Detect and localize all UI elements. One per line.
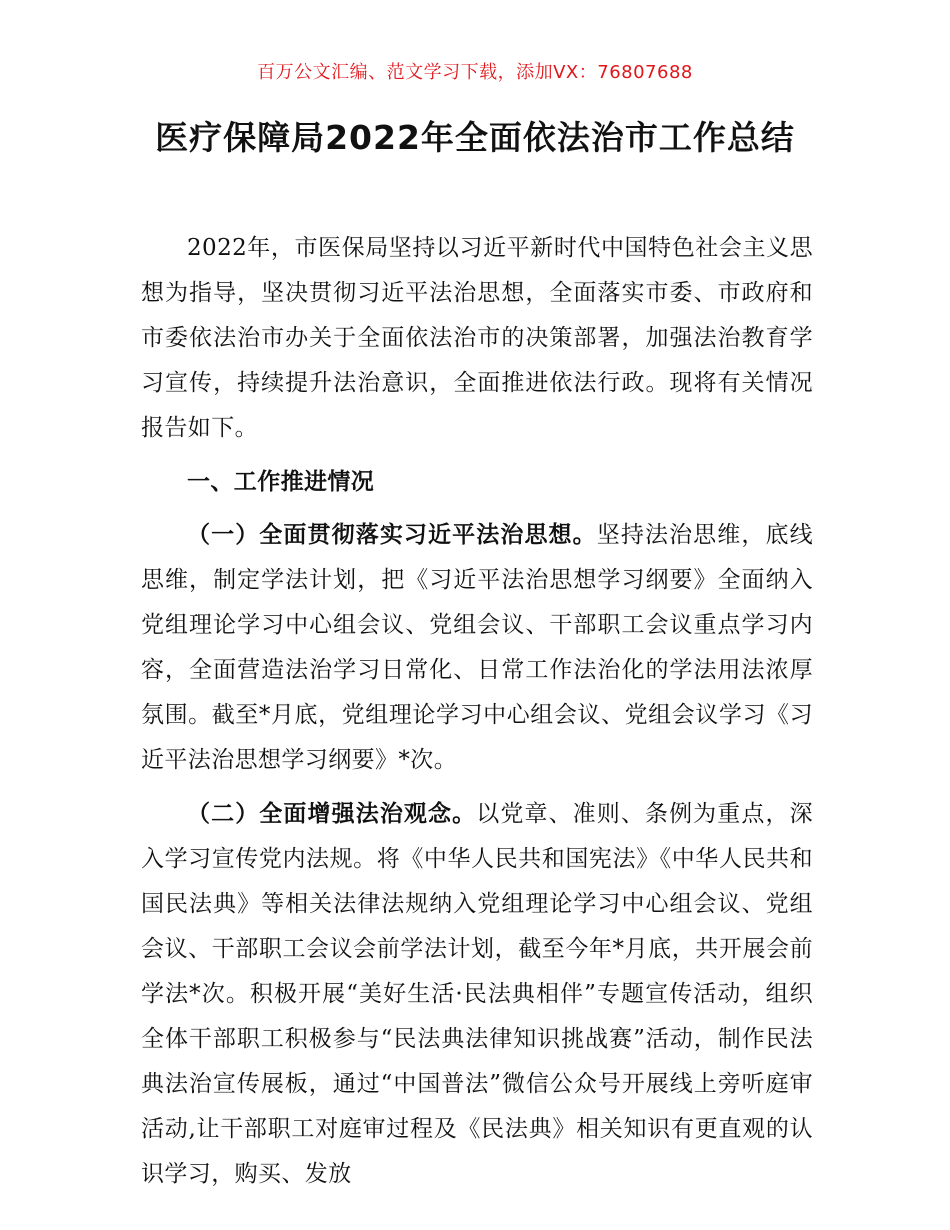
item1-paragraph [141,512,813,783]
document-title: 医疗保障局2022年全面依法治市工作总结 [155,118,795,157]
section-heading: 一、工作推进情况 [187,468,375,495]
item2-paragraph [141,791,813,1197]
item1-lead: （一）全面贯彻落实习近平法治思想。 [187,521,597,548]
item2-lead: （二）全面增强法治观念。 [187,800,477,827]
intro-paragraph: 2022年，市医保局坚持以习近平新时代中国特色社会主义思想为指导，坚决贯彻习近平法治思想，全面落实市委、市政府和市委依法治市办关于全面依法治市的决策部署，加强法治教育学习宣传，持续提升法治意识，全面推进依法行政。现将有关情况报告如下。 [141,235,813,441]
item1-text: 坚持法治思维，底线思维，制定学法计划，把《习近平法治思想学习纲要》全面纳入党组理论学习中心组会议、党组会议、干部职工会议重点学习内容，全面营造法治学习日常化、日常工作法治化的学法用法浓厚氛围。截至*月底，党组理论学习中心组会议、党组会议学习《习近平法治思想学习纲要》*次。 [141,522,813,773]
item2-text: 以党章、准则、条例为重点，深入学习宣传党内法规。将《中华人民共和国宪法》《中华人民共和国民法典》等相关法律法规纳入党组理论学习中心组会议、党组会议、干部职工会议会前学法计划，截至今年*月底，共开展会前学法*次。积极开展“美好生活·民法典相伴”专题宣传活动，组织全体干部职工积极参与“民法典法律知识挑战赛”活动，制作民法典法治宣传展板，通过“中国普法”微信公众号开展线上旁听庭审活动,让干部职工对庭审过程及《民法典》相关知识有更直观的认识学习，购买、发放 [141,801,813,1187]
watermark-header: 百万公文汇编、范文学习下载，添加VX：76807688 [257,62,693,83]
document-body [141,226,813,1205]
